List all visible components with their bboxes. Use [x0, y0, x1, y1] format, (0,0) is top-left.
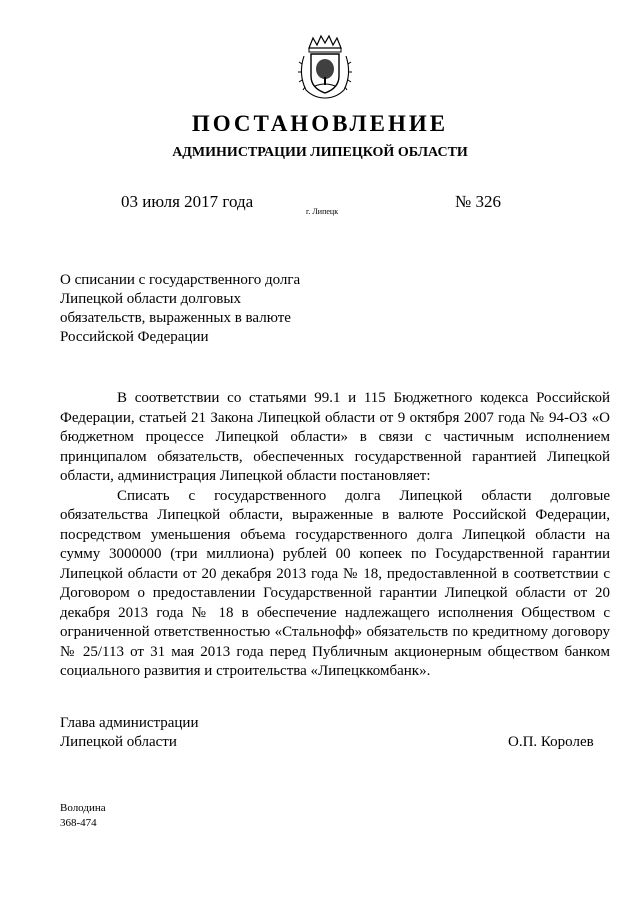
document-title: ПОСТАНОВЛЕНИЕ [191, 111, 449, 136]
lipetsk-region-coat-of-arms-icon [296, 34, 354, 100]
body-paragraph-preamble: В соответствии со статьями 99.1 и 115 Бюджетного кодекса Российской Федерации, статьей 21 Закона Липецкой области от 9 октября 2007 года № 94-ОЗ «О бюджетном процессе Липецкой области» в связи с частичным исполнением принципалом обязательств, обеспеченных государственной гарантией Липецкой области, администрация Липецкой области постановляет: [60, 390, 610, 484]
signatory-position-line: Глава администрации [60, 715, 199, 731]
signatory-position-line: Липецкой области [60, 734, 177, 750]
issuing-authority: АДМИНИСТРАЦИИ ЛИПЕЦКОЙ ОБЛАСТИ [172, 145, 468, 160]
document-number: № 326 [455, 192, 501, 211]
signatory-position [60, 714, 198, 752]
subject-line: обязательств, выраженных в валюте [60, 310, 291, 326]
document-subject [60, 271, 340, 347]
executor-phone: 368-474 [60, 817, 97, 829]
subject-line: Липецкой области долговых [60, 291, 241, 307]
subject-line: О списании с государственного долга [60, 272, 301, 288]
coat-of-arms-icon [296, 34, 354, 100]
document-city: г. Липецк [306, 207, 339, 216]
document-body [60, 389, 610, 682]
document-date: 03 июля 2017 года [121, 192, 254, 211]
signatory-name: О.П. Королев [508, 734, 594, 750]
executor-name: Володина [60, 802, 106, 814]
subject-line: Российской Федерации [60, 329, 209, 345]
executor-info [60, 801, 106, 831]
body-paragraph-resolution: Списать с государственного долга Липецкой области долговые обязательства Липецкой области, выраженные в валюте Российской Федерации, посредством уменьшения объема государственного долга Липецкой области на сумму 3000000 (три миллиона) рублей 00 копеек по Государственной гарантии Липецкой области от 20 декабря 2013 года № 18, предоставленной в соответствии с Договором о предоставлении Государственной гарантии Липецкой области от 20 декабря 2013 года № 18 в обеспечение надлежащего исполнения Обществом с ограниченной ответственностью «Стальнофф» обязательств по кредитному договору № 25/113 от 31 мая 2013 года перед Публичным акционерным обществом банком социального развития и строительства «Липецккомбанк». [60, 487, 610, 679]
